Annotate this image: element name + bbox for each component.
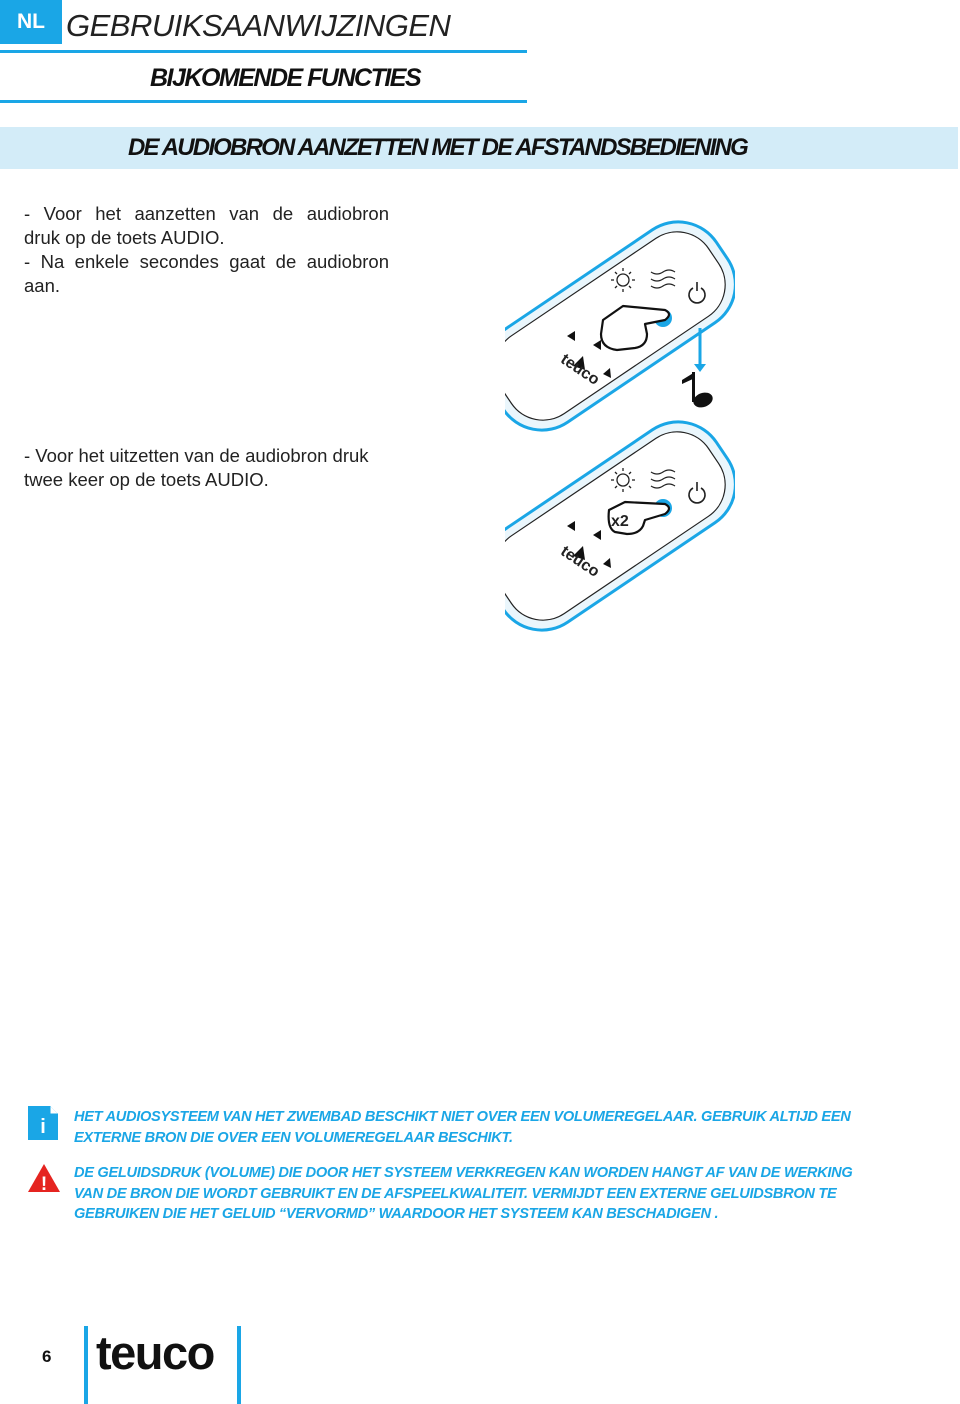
topic-title: DE AUDIOBRON AANZETTEN MET DE AFSTANDSBEDIENING [128, 134, 747, 161]
remote-control-illustration-double-press [505, 410, 735, 640]
info-icon-glyph: i [40, 1116, 46, 1138]
warning-icon [27, 1163, 61, 1193]
info-note-line: HET AUDIOSYSTEEM VAN HET ZWEMBAD BESCHIKT NIET OVER EEN VOLUMEREGELAAR. GEBRUIK ALTIJD EEN [74, 1109, 851, 1125]
music-note-icon [682, 372, 715, 410]
page-title: GEBRUIKSAANWIJZINGEN [66, 8, 451, 43]
footer-bar-left [84, 1326, 88, 1404]
info-note-line: EXTERNE BRON DIE OVER EEN VOLUMEREGELAAR BESCHIKT. [74, 1129, 513, 1146]
language-badge: NL [0, 0, 62, 44]
remote-brand-label: teuco [557, 542, 603, 581]
instruction-line: - Voor het aanzetten van de audiobron [24, 203, 389, 224]
warning-note-line: GEBRUIKEN DIE HET GELUID “VERVORMD” WAARDOOR HET SYSTEEM KAN BESCHADIGEN . [74, 1206, 719, 1222]
remote-brand-label: teuco [557, 350, 603, 389]
warning-icon-glyph: ! [40, 1174, 48, 1193]
warning-note-line: VAN DE BRON DIE WORDT GEBRUIKT EN DE AFSPEELKWALITEIT. VERMIJDT EEN EXTERNE GELUIDSBRON TE [74, 1185, 837, 1202]
press-count-label: x2 [611, 513, 629, 530]
instruction-turn-on [24, 202, 389, 298]
footer-bar-right [237, 1326, 241, 1404]
section-rule [0, 100, 527, 103]
header-rule [0, 50, 527, 53]
brand-logo: teuco [96, 1326, 214, 1379]
section-heading: BIJKOMENDE FUNCTIES [150, 64, 421, 92]
instruction-line: - Na enkele secondes gaat de audiobron [24, 251, 389, 272]
instruction-line: druk op de toets AUDIO. [24, 227, 225, 248]
warning-note [74, 1163, 958, 1225]
instruction-line: aan. [24, 275, 61, 296]
warning-note-line: DE GELUIDSDRUK (VOLUME) DIE DOOR HET SYSTEEM VERKREGEN KAN WORDEN HANGT AF VAN DE WERKING [74, 1165, 853, 1181]
instruction-turn-off [24, 444, 389, 492]
info-note [74, 1107, 958, 1148]
page-number: 6 [42, 1347, 52, 1366]
instruction-line: twee keer op de toets AUDIO. [24, 469, 269, 490]
instruction-line: - Voor het uitzetten van de audiobron druk [24, 445, 369, 466]
info-icon [28, 1106, 58, 1140]
arrow-down-icon [694, 328, 706, 372]
